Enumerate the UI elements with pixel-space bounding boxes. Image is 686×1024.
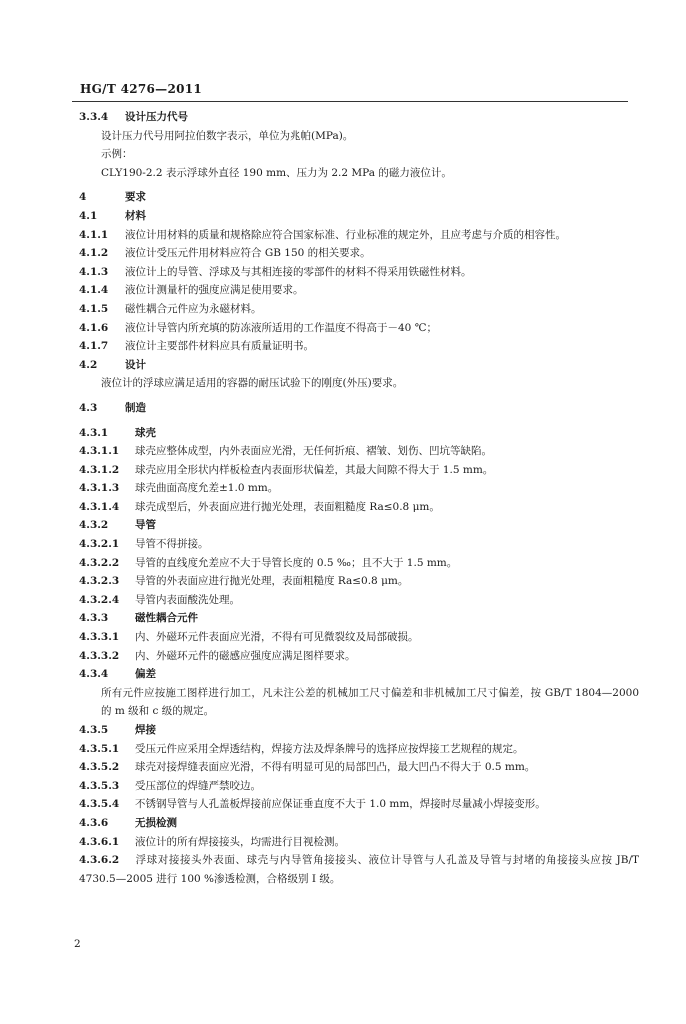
clause-text: 导管的直线度允差应不大于导管长度的 0.5 ‰；且不大于 1.5 mm。 — [135, 556, 458, 569]
clause-text: 不锈钢导管与人孔盖板焊接前应保证垂直度不大于 1.0 mm，焊接时尽量减小焊接变形。 — [135, 798, 546, 811]
header-rule — [72, 101, 628, 102]
clause-3-3-4 — [79, 108, 639, 127]
clause-number: 4.1.7 — [79, 340, 109, 353]
clause-4-1 — [79, 207, 639, 226]
clause-number: 4.3.6 — [79, 816, 109, 829]
clause-number: 4.3.5.3 — [79, 779, 120, 792]
clause-number: 4.3.3.1 — [79, 631, 120, 644]
clause-title: 设计 — [125, 358, 146, 371]
clause-number: 4.3.1.4 — [79, 500, 120, 513]
page-header-standard-number: HG/T 4276—2011 — [80, 82, 203, 96]
clause-number: 4.3 — [79, 401, 98, 414]
clause-4-1-5 — [79, 300, 639, 319]
clause-text: 受压元件应采用全焊透结构，焊接方法及焊条牌号的选择应按焊接工艺规程的规定。 — [135, 742, 524, 755]
paragraph: 液位计的浮球应满足适用的容器的耐压试验下的刚度(外压)要求。 — [101, 377, 404, 390]
clause-number: 3.3.4 — [79, 111, 109, 123]
clause-number: 4.3.1 — [79, 426, 109, 439]
clause-text: 液位计受压元件用材料应符合 GB 150 的相关要求。 — [125, 247, 371, 260]
clause-title: 设计压力代号 — [125, 111, 188, 123]
document-body — [79, 108, 639, 888]
clause-number: 4.1 — [79, 209, 98, 222]
clause-4-3-5-2 — [79, 758, 639, 777]
paragraph: 所有元件应按施工图样进行加工，凡未注公差的机械加工尺寸偏差和非机械加工尺寸偏差，按 GB/T 1804—2000 的 m 级和 c 级的规定。 — [101, 686, 639, 718]
clause-4-3-1-1 — [79, 442, 639, 461]
example-text: CLY190-2.2 表示浮球外直径 190 mm、压力为 2.2 MPa 的磁力液位计。 — [101, 166, 452, 179]
clause-number: 4.3.5.2 — [79, 761, 120, 774]
clause-4-1-1 — [79, 226, 639, 245]
clause-4-3-1-4 — [79, 498, 639, 517]
clause-number: 4.3.1.3 — [79, 482, 120, 495]
clause-text: 液位计的所有焊接接头，均需进行目视检测。 — [135, 835, 345, 848]
clause-text: 球壳应整体成型，内外表面应光滑，无任何折痕、褶皱、划伤、凹坑等缺陷。 — [135, 445, 492, 458]
clause-4-3-6 — [79, 814, 639, 833]
clause-text: 内、外磁环元件表面应光滑，不得有可见微裂纹及局部破损。 — [135, 631, 419, 644]
clause-text: 液位计用材料的质量和规格除应符合国家标准、行业标准的规定外，且应考虑与介质的相容性。 — [125, 228, 566, 241]
clause-number: 4.1.4 — [79, 284, 109, 297]
clause-4-3-3 — [79, 609, 639, 628]
clause-title: 球壳 — [135, 426, 156, 439]
clause-text: 浮球对接接头外表面、球壳与内导管角接接头、液位计导管与人孔盖及导管与封堵的角接接头应按 JB/T 4730.5—2005 进行 100 %渗透检测，合格级别 I 级。 — [79, 854, 639, 885]
clause-number: 4.3.6.2 — [79, 854, 120, 867]
clause-4-3-6-1 — [79, 833, 639, 852]
clause-text: 球壳曲面高度允差±1.0 mm。 — [135, 482, 279, 495]
clause-number: 4.3.3 — [79, 612, 109, 625]
clause-4-3-2-3 — [79, 572, 639, 591]
clause-4-3-2 — [79, 516, 639, 535]
clause-text: 磁性耦合元件应为永磁材料。 — [125, 302, 262, 315]
clause-number: 4.3.1.1 — [79, 445, 120, 458]
clause-4-3-2-2 — [79, 554, 639, 573]
section-4 — [79, 188, 639, 207]
clause-number: 4.3.3.2 — [79, 649, 120, 662]
clause-number: 4.3.5.4 — [79, 798, 120, 811]
clause-4-1-6 — [79, 319, 639, 338]
clause-4-1-7 — [79, 337, 639, 356]
paragraph: 设计压力代号用阿拉伯数字表示，单位为兆帕(MPa)。 — [101, 129, 354, 142]
clause-4-3-4 — [79, 665, 639, 684]
clause-text: 球壳成型后，外表面应进行抛光处理，表面粗糙度 Ra≤0.8 μm。 — [135, 500, 440, 513]
clause-number: 4.3.5 — [79, 724, 109, 736]
clause-text: 导管不得拼接。 — [135, 538, 209, 551]
clause-text: 受压部位的焊缝严禁咬边。 — [135, 779, 261, 792]
clause-text: 导管内表面酸洗处理。 — [135, 593, 240, 606]
clause-4-3-5-1 — [79, 740, 639, 759]
clause-4-3-6-2 — [79, 851, 639, 888]
clause-number: 4.3.2.4 — [79, 593, 120, 606]
clause-title: 制造 — [125, 401, 146, 414]
clause-number: 4.3.1.2 — [79, 463, 120, 476]
clause-4-1-4 — [79, 281, 639, 300]
example-label: 示例： — [101, 148, 133, 161]
clause-number: 4.1.6 — [79, 321, 109, 334]
clause-number: 4.3.2.1 — [79, 538, 120, 551]
clause-4-3-5 — [79, 721, 639, 740]
clause-title: 材料 — [125, 209, 146, 222]
clause-text: 球壳对接焊缝表面应光滑，不得有明显可见的局部凹凸，最大凹凸不得大于 0.5 mm。 — [135, 761, 536, 774]
clause-text: 液位计上的导管、浮球及与其相连接的零部件的材料不得采用铁磁性材料。 — [125, 265, 472, 278]
clause-4-3-2-1 — [79, 535, 639, 554]
clause-4-3-5-4 — [79, 795, 639, 814]
clause-number: 4.1.3 — [79, 265, 109, 278]
page-number: 2 — [74, 938, 81, 950]
clause-4-2 — [79, 356, 639, 375]
clause-number: 4.3.6.1 — [79, 835, 120, 848]
clause-number: 4.3.2.3 — [79, 575, 120, 588]
clause-text: 内、外磁环元件的磁感应强度应满足图样要求。 — [135, 649, 356, 662]
clause-4-3-2-4 — [79, 591, 639, 610]
clause-number: 4.3.2 — [79, 519, 109, 532]
clause-text: 液位计测量杆的强度应满足使用要求。 — [125, 284, 304, 297]
clause-4-3-1-3 — [79, 479, 639, 498]
clause-title: 焊接 — [135, 724, 156, 736]
clause-4-3-1-2 — [79, 461, 639, 480]
clause-title: 无损检测 — [135, 816, 177, 829]
clause-4-1-2 — [79, 244, 639, 263]
clause-4-3-5-3 — [79, 777, 639, 796]
clause-title: 偏差 — [135, 668, 156, 681]
clause-number: 4.3.5.1 — [79, 742, 120, 755]
clause-number: 4.2 — [79, 358, 98, 371]
section-number: 4 — [79, 191, 87, 204]
clause-4-1-3 — [79, 263, 639, 282]
clause-number: 4.3.4 — [79, 668, 109, 681]
clause-4-3-3-2 — [79, 647, 639, 666]
clause-4-3 — [79, 399, 639, 418]
clause-4-3-3-1 — [79, 628, 639, 647]
clause-number: 4.1.1 — [79, 228, 109, 241]
clause-number: 4.1.5 — [79, 302, 109, 315]
clause-number: 4.3.2.2 — [79, 556, 120, 569]
clause-4-3-1 — [79, 424, 639, 443]
clause-title: 导管 — [135, 519, 156, 532]
clause-title: 磁性耦合元件 — [135, 612, 198, 625]
clause-text: 球壳应用全形状内样板检查内表面形状偏差，其最大间隙不得大于 1.5 mm。 — [135, 463, 494, 476]
clause-text: 液位计导管内所充填的防冻液所适用的工作温度不得高于－40 ℃； — [125, 321, 437, 334]
clause-number: 4.1.2 — [79, 247, 109, 260]
section-title: 要求 — [125, 191, 146, 204]
clause-text: 导管的外表面应进行抛光处理，表面粗糙度 Ra≤0.8 μm。 — [135, 575, 409, 588]
clause-text: 液位计主要部件材料应具有质量证明书。 — [125, 340, 314, 353]
